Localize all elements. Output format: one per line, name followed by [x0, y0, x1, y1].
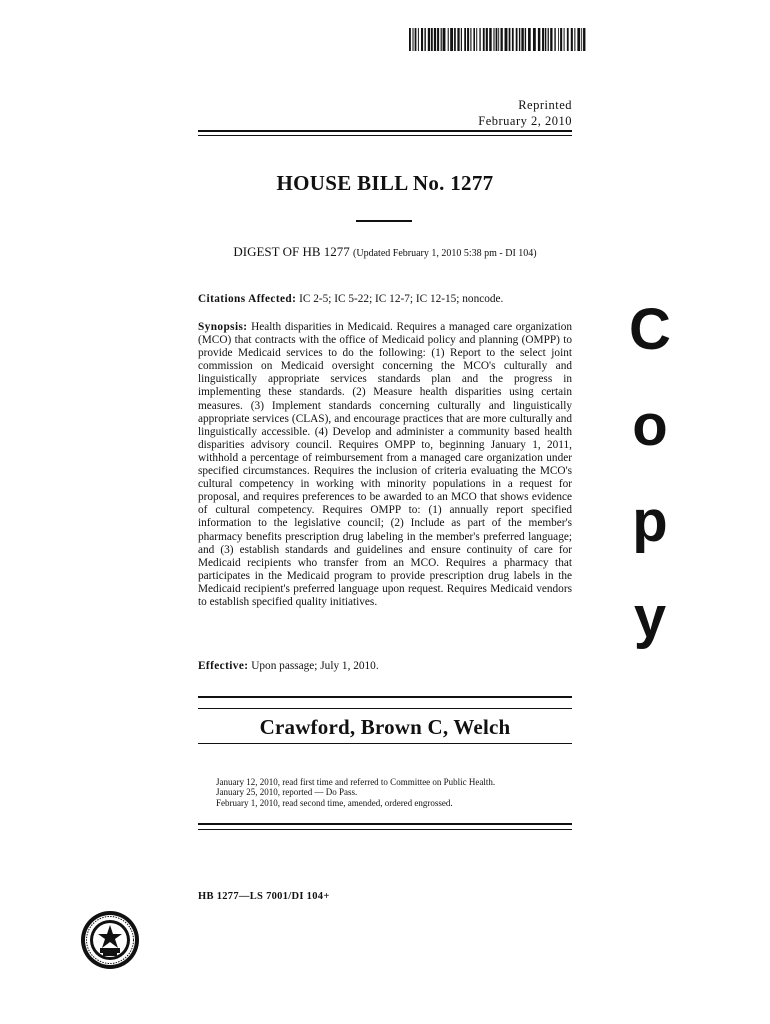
barcode-bar	[564, 28, 565, 51]
copy-letter-y: y	[633, 585, 667, 650]
citations-text: IC 2-5; IC 5-22; IC 12-7; IC 12-15; noncode.	[299, 293, 504, 305]
legislative-history	[216, 777, 566, 808]
barcode-bar	[505, 28, 508, 51]
history-entry: January 25, 2010, reported — Do Pass.	[216, 787, 358, 798]
barcode-bar	[483, 28, 485, 51]
barcode-bar	[467, 28, 469, 51]
barcode-bar	[554, 28, 555, 51]
copy-letter-o: o	[632, 393, 668, 458]
barcode-bar	[486, 28, 488, 51]
barcode-bar	[461, 28, 462, 51]
synopsis-label: Synopsis:	[198, 321, 248, 333]
effective-label: Effective:	[198, 660, 249, 672]
barcode-bar	[476, 28, 477, 51]
author-rule-bottom	[198, 743, 572, 744]
barcode-bar	[577, 28, 580, 51]
barcode-bar	[567, 28, 569, 51]
barcode-bar	[441, 28, 442, 51]
state-seal-icon	[80, 910, 140, 970]
barcode-bar	[464, 28, 466, 51]
barcode-bar	[443, 28, 446, 51]
bottom-rule-thin	[198, 829, 572, 830]
title-underline	[356, 220, 412, 222]
barcode-bar	[583, 28, 585, 51]
barcode-bar	[434, 28, 436, 51]
top-rule-thin	[198, 135, 572, 136]
effective-date	[198, 660, 572, 673]
barcode-bar	[516, 28, 518, 51]
bottom-rule	[198, 823, 572, 825]
barcode-bar	[521, 28, 523, 51]
barcode-bar	[412, 28, 413, 51]
barcode-bar	[498, 28, 499, 51]
bill-identifier: HB 1277—LS 7001/DI 104+	[198, 891, 330, 902]
barcode-bar	[528, 28, 531, 51]
barcode-bar	[509, 28, 511, 51]
barcode-bar	[421, 28, 423, 51]
reprint-date: February 2, 2010	[478, 114, 572, 128]
barcode-bar	[512, 28, 514, 51]
digest-heading	[198, 244, 572, 260]
barcode-bar	[437, 28, 439, 51]
citations-affected	[198, 293, 572, 306]
history-entry: January 12, 2010, read first time and referred to Committee on Public Health.	[216, 777, 496, 787]
effective-text: Upon passage; July 1, 2010.	[251, 660, 379, 672]
barcode-bar	[525, 28, 526, 51]
barcode-bar	[519, 28, 520, 51]
reprinted-label: Reprinted	[518, 98, 572, 112]
barcode-bar	[542, 28, 544, 51]
barcode-bar	[533, 28, 536, 51]
author-rule-top-thin	[198, 708, 572, 709]
bill-title: HOUSE BILL No. 1277	[276, 171, 494, 195]
barcode-bar	[548, 28, 549, 51]
author-rule-top	[198, 696, 572, 698]
barcode-bar	[428, 28, 430, 51]
digest-update: (Updated February 1, 2010 5:38 pm - DI 104)	[353, 248, 537, 259]
barcode-bar	[450, 28, 453, 51]
barcode-bar	[571, 28, 573, 51]
citations-label: Citations Affected:	[198, 293, 297, 305]
barcode-bar	[431, 28, 433, 51]
barcode-bar	[500, 28, 502, 51]
barcode-bar	[574, 28, 575, 51]
barcode-icon	[409, 28, 589, 51]
copy-letter-p: p	[632, 489, 668, 554]
barcode-bar	[558, 28, 559, 51]
barcode-bar	[496, 28, 498, 51]
barcode-bar	[448, 28, 449, 51]
barcode-bar	[457, 28, 459, 51]
barcode-bar	[415, 28, 417, 51]
history-entry: February 1, 2010, read second time, amended, ordered engrossed.	[216, 797, 453, 808]
barcode-bar	[538, 28, 540, 51]
barcode-bar	[424, 28, 425, 51]
top-rule	[198, 130, 572, 132]
synopsis	[198, 321, 572, 609]
barcode-bar	[545, 28, 547, 51]
copy-letter-c: C	[629, 297, 671, 362]
barcode-bar	[560, 28, 562, 51]
barcode-bar	[581, 28, 582, 51]
barcode-bar	[470, 28, 471, 51]
barcode-bar	[493, 28, 494, 51]
synopsis-text: Health disparities in Medicaid. Requires a managed care organization (MCO) that contracts with the office of Medicaid policy and planning (OMPP) to provide Medicaid services to do the following: (1) Report to the select joint commission on Medicaid oversight concerning the MCO's culturally and linguistically appropriate services standards plan and the progress in implementing these standards. (2) Measure health disparities using certain measures. (3) Implement standards concerning culturally and linguistically appropriate services (CLAS), and encourage practices that are more culturally and linguistically accessible. (4) Develop and administer a community based health disparities advisory council. Requires OMPP to, beginning January 1, 2011, withhold a percentage of reimbursement from a managed care organization under specified circumstances. Requires the inclusion of criteria evaluating the MCO's cultural competency in working with minority populations in a request for proposal, and requires preferences to be awarded to an MCO that shows evidence of cultural competency. Requires OMPP to: (1) annually report specified information to the legislative council; (2) Include as part of the member's pharmacy benefits prescription drug labeling in the member's preferred language; and (3) establish standards and guidelines and ensure continuity of care for Medicaid recipients who transfer from an MCO. Requires a pharmacy that participates in the Medicaid program to provide prescription drug labels in the Medicaid recipient's preferred language upon request. Requires Medicaid vendors to establish specified quality initiatives.	[198, 321, 573, 608]
digest-label: DIGEST OF HB 1277	[233, 244, 350, 259]
barcode-bar	[409, 28, 411, 51]
barcode-bar	[454, 28, 456, 51]
barcode-bar	[473, 28, 475, 51]
bill-authors: Crawford, Brown C, Welch	[259, 715, 511, 739]
barcode-bar	[489, 28, 491, 51]
barcode-bar	[418, 28, 419, 51]
barcode-bar	[479, 28, 480, 51]
barcode-bar	[550, 28, 552, 51]
